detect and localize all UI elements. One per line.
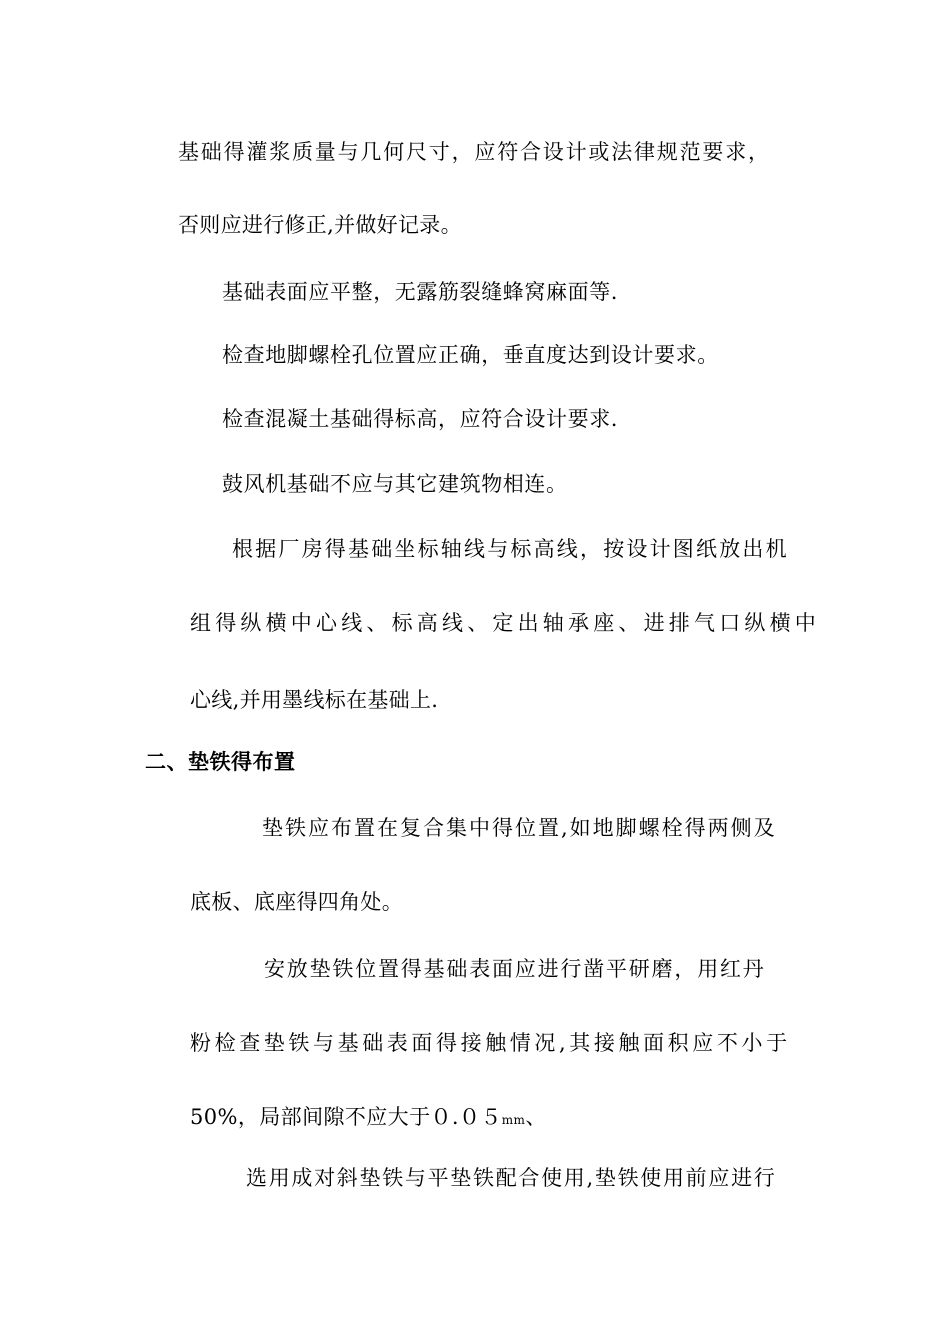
paragraph-line — [190, 1103, 547, 1134]
paragraph-line: 检查混凝土基础得标高，应符合设计要求. — [222, 407, 619, 431]
section-heading: 二、垫铁得布置 — [145, 749, 296, 774]
unit-label: mm — [501, 1113, 526, 1127]
paragraph-line: 基础得灌浆质量与几何尺寸，应符合设计或法律规范要求， — [178, 140, 771, 164]
paragraph-line: 组得纵横中心线、标高线、定出轴承座、进排气口纵横中 — [190, 611, 820, 635]
paragraph-line: 鼓风机基础不应与其它建筑物相连。 — [222, 472, 568, 496]
measurement-text: 50%，局部间隙不应大于０.０５ — [190, 1105, 502, 1129]
paragraph-line: 根据厂房得基础坐标轴线与标高线，按设计图纸放出机 — [232, 537, 789, 561]
punctuation: 、 — [525, 1105, 547, 1129]
paragraph-line: 安放垫铁位置得基础表面应进行凿平研磨，用红丹 — [264, 957, 766, 981]
paragraph-line: 垫铁应布置在复合集中得位置,如地脚螺栓得两侧及 — [262, 816, 777, 840]
paragraph-line: 否则应进行修正,并做好记录。 — [178, 213, 462, 237]
paragraph-line: 基础表面应平整，无露筋裂缝蜂窝麻面等. — [222, 280, 619, 304]
paragraph-line: 底板、底座得四角处。 — [190, 890, 403, 914]
paragraph-line: 粉检查垫铁与基础表面得接触情况,其接触面积应不小于 — [190, 1031, 791, 1055]
paragraph-line: 选用成对斜垫铁与平垫铁配合使用,垫铁使用前应进行 — [246, 1166, 777, 1190]
paragraph-line: 心线,并用墨线标在基础上. — [190, 688, 439, 712]
paragraph-line: 检查地脚螺栓孔位置应正确，垂直度达到设计要求。 — [222, 343, 719, 367]
